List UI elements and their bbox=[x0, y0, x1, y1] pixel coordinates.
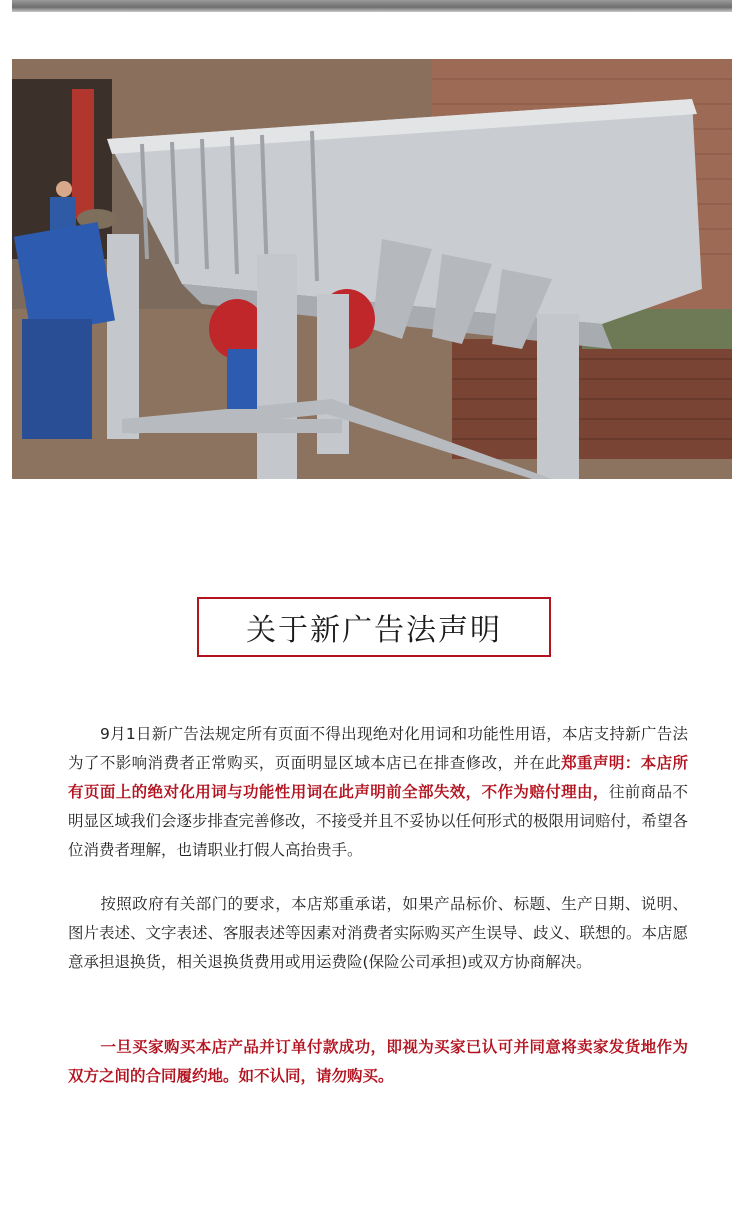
paragraph-3-text: 一旦买家购买本店产品并订单付款成功，即视为买家已认可并同意将卖家发货地作为双方之间的合同履约地。如不认同，请勿购买。 bbox=[68, 1038, 688, 1085]
notice-paragraph-1 bbox=[68, 720, 688, 865]
notice-paragraph-2 bbox=[68, 890, 688, 977]
notice-paragraph-3 bbox=[68, 1033, 688, 1091]
paragraph-1-text-a: 9月1日新广告法规定所有页面不得出现绝对化用词和功能性用语，本店支持新广告法为了不影响消费者正常购买，页面明显区域本店已在排查修改，并在此 bbox=[68, 725, 688, 772]
paragraph-1-text-c: 往前商品不明显区域我们会逐步排查完善修改，不接受并且不妥协以任何形式的极限用词赔付，希望各位消费者理解，也请职业打假人高抬贵手。 bbox=[68, 783, 689, 859]
paragraph-2-text: 按照政府有关部门的要求，本店郑重承诺，如果产品标价、标题、生产日期、说明、图片表述、文字表述、客服表述等因素对消费者实际购买产生误导、歧义、联想的。本店愿意承担退换货，相关退换货费用或用运费险(保险公司承担)或双方协商解决。 bbox=[68, 895, 689, 971]
notice-title-box bbox=[197, 597, 551, 657]
product-photo bbox=[12, 59, 732, 479]
notice-title: 关于新广告法声明 bbox=[246, 613, 502, 648]
top-image-strip bbox=[12, 0, 732, 12]
paragraph-1-highlight: 郑重声明：本店所有页面上的绝对化用词与功能性用词在此声明前全部失效，不作为赔付理由， bbox=[68, 754, 688, 801]
